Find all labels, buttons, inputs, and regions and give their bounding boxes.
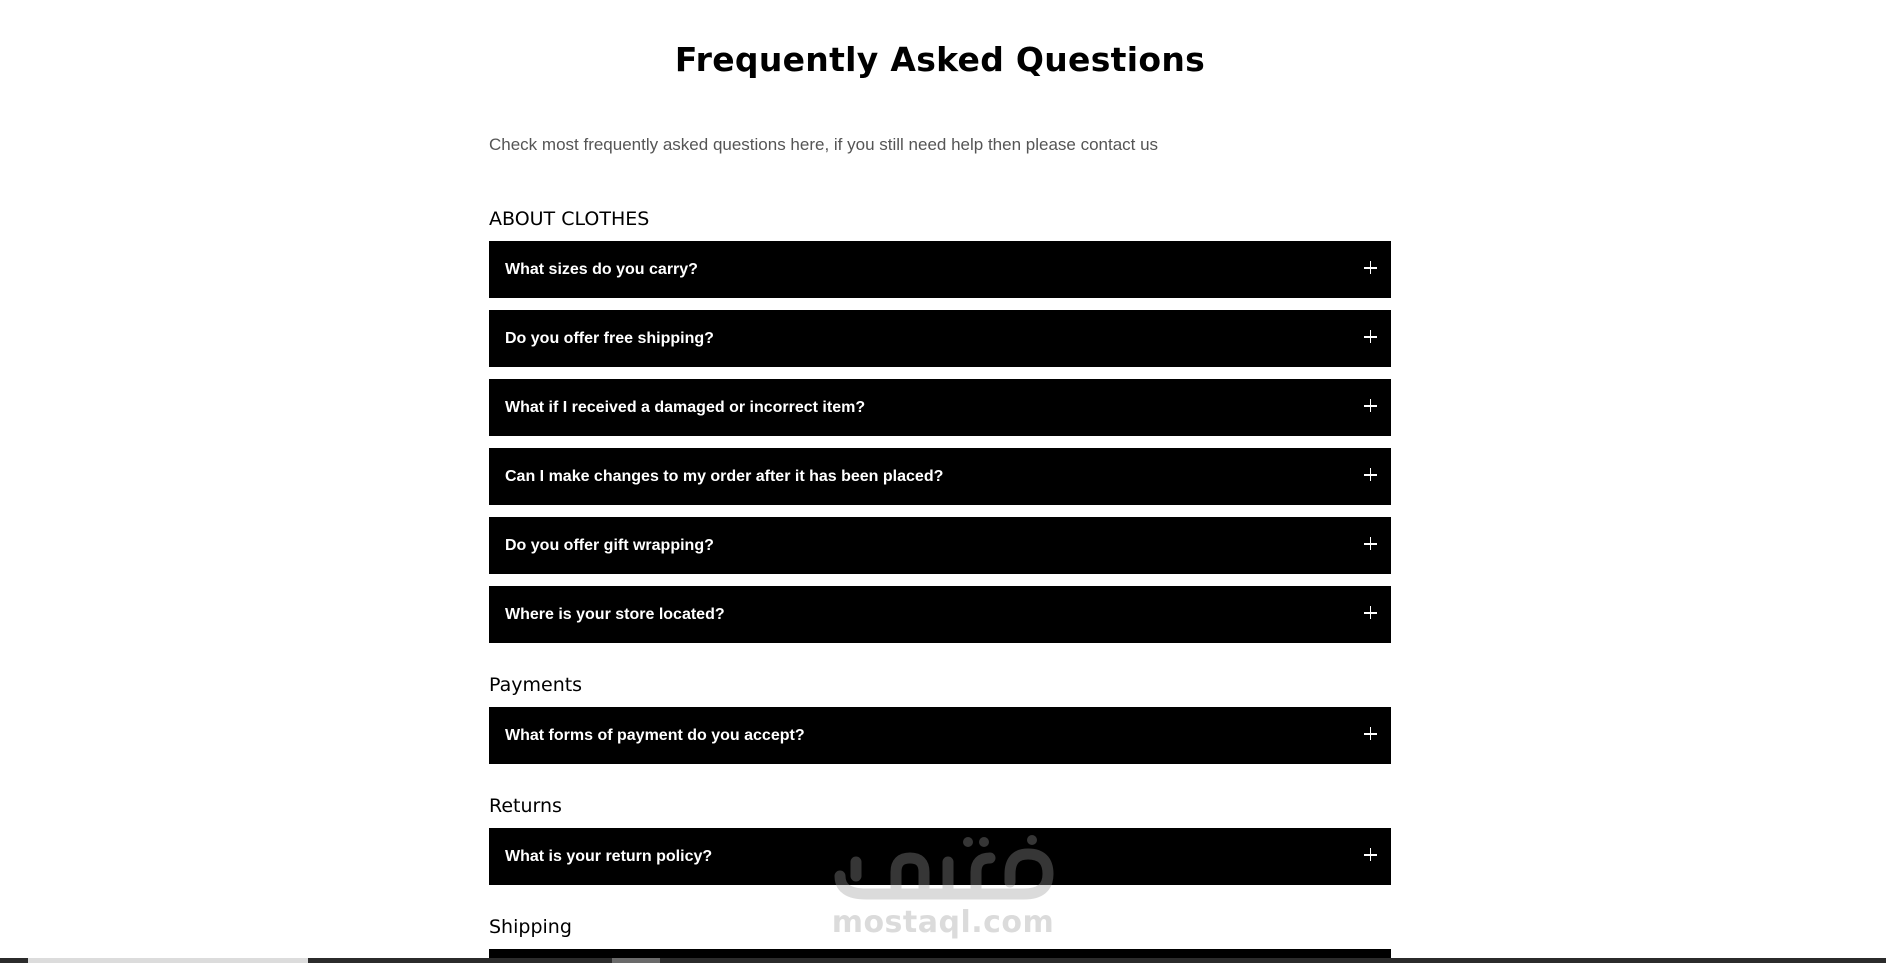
faq-question: What is your return policy? <box>505 848 713 865</box>
faq-item-damaged-item[interactable] <box>489 379 1391 436</box>
faq-question: What forms of payment do you accept? <box>505 727 805 744</box>
page-title: Frequently Asked Questions <box>674 40 1206 79</box>
scrollbar-thumb[interactable] <box>28 958 308 963</box>
faq-item-free-shipping[interactable] <box>489 310 1391 367</box>
faq-item-payment-forms[interactable] <box>489 707 1391 764</box>
faq-item-return-policy[interactable] <box>489 828 1391 885</box>
faq-question: Can I make changes to my order after it has been placed? <box>505 468 944 485</box>
intro-text: Check most frequently asked questions here, if you still need help then please contact us <box>489 135 1159 154</box>
faq-item-gift-wrapping[interactable] <box>489 517 1391 574</box>
mostaql-latin-text: mostaql.com <box>831 905 1055 940</box>
faq-question: Where is your store located? <box>505 606 725 623</box>
plus-icon[interactable] <box>1364 330 1377 343</box>
plus-icon[interactable] <box>1364 606 1377 619</box>
plus-icon[interactable] <box>1364 848 1377 861</box>
faq-item-order-changes[interactable] <box>489 448 1391 505</box>
faq-question: What sizes do you carry? <box>505 261 698 278</box>
scrollbar-segment <box>612 958 660 963</box>
plus-icon[interactable] <box>1364 537 1377 550</box>
bottom-scrollbar[interactable] <box>0 958 1886 963</box>
section-heading-returns: Returns <box>489 795 562 817</box>
faq-question: Do you offer gift wrapping? <box>505 537 714 554</box>
plus-icon[interactable] <box>1364 468 1377 481</box>
faq-question: What if I received a damaged or incorrect item? <box>505 399 866 416</box>
faq-item-store-location[interactable] <box>489 586 1391 643</box>
plus-icon[interactable] <box>1364 261 1377 274</box>
section-heading-shipping: Shipping <box>489 916 572 938</box>
plus-icon[interactable] <box>1364 399 1377 412</box>
section-heading-about-clothes: ABOUT CLOTHES <box>489 208 650 230</box>
faq-question: Do you offer free shipping? <box>505 330 714 347</box>
section-heading-payments: Payments <box>489 674 583 696</box>
plus-icon[interactable] <box>1364 727 1377 740</box>
faq-item-sizes[interactable] <box>489 241 1391 298</box>
